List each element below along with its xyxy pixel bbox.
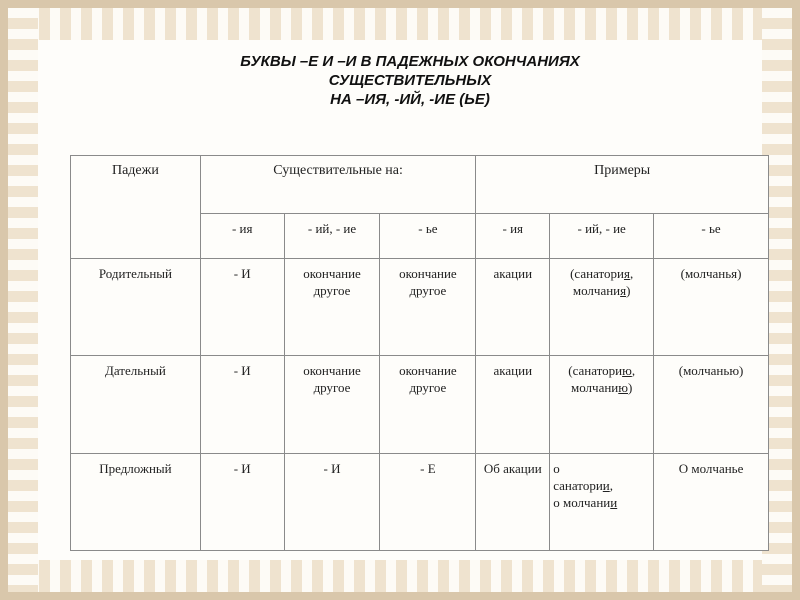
example-word-stem: молчани	[571, 380, 619, 396]
example-iy-ie-cell	[550, 356, 654, 453]
ending-iya-cell: - И	[200, 259, 284, 356]
table-header-row	[71, 156, 769, 214]
example-punctuation: ,	[631, 363, 636, 379]
example-ye-cell: (молчанью)	[654, 356, 769, 453]
example-word-ending: я	[620, 283, 627, 299]
case-label: Дательный	[71, 356, 201, 453]
example-word-ending: я	[623, 266, 630, 282]
case-label: Родительный	[71, 259, 201, 356]
example-word-stem: (санатори	[570, 266, 624, 282]
example-preposition: о	[553, 460, 560, 476]
example-word-stem: молчани	[572, 283, 621, 299]
subheader-ending-iya: - ия	[200, 214, 284, 259]
subheader-example-iy-ie: - ий, - ие	[550, 214, 654, 259]
endings-table	[70, 155, 769, 551]
ending-iya-cell: - И	[200, 453, 284, 550]
example-word-ending: и	[610, 494, 618, 510]
title-line-1: БУКВЫ –Е И –И В ПАДЕЖНЫХ ОКОНЧАНИЯХ	[240, 53, 580, 70]
ending-ye-cell: окончание другое	[380, 356, 476, 453]
example-iya-cell: Об акации	[476, 453, 550, 550]
table-row-prepositional	[71, 453, 769, 550]
paper-perforation-top	[8, 8, 792, 40]
subheader-ending-iy-ie: - ий, - ие	[284, 214, 380, 259]
table-row-dative	[71, 356, 769, 453]
title-line-3: НА –ИЯ, -ИЙ, -ИЕ (ЬЕ)	[330, 91, 490, 108]
example-ye-cell: (молчанья)	[654, 259, 769, 356]
example-word-stem: о молчани	[553, 494, 611, 510]
header-examples: Примеры	[476, 156, 769, 214]
subheader-example-ye: - ье	[654, 214, 769, 259]
ending-iy-ie-cell: - И	[284, 453, 380, 550]
header-cases: Падежи	[71, 156, 201, 259]
example-punctuation: ,	[609, 477, 613, 493]
example-word-ending: ю	[618, 380, 628, 396]
example-ye-cell: О молчанье	[654, 453, 769, 550]
ending-iy-ie-cell: окончание другое	[284, 356, 380, 453]
example-iya-cell: акации	[476, 356, 550, 453]
subheader-ending-ye: - ье	[380, 214, 476, 259]
title-line-2: СУЩЕСТВИТЕЛЬНЫХ	[328, 72, 492, 89]
example-word-ending: и	[602, 477, 610, 493]
example-punctuation: ,	[629, 266, 634, 282]
ending-iya-cell: - И	[200, 356, 284, 453]
example-word-ending: ю	[622, 363, 632, 379]
example-iy-ie-cell	[550, 259, 654, 356]
paper-perforation-left	[8, 8, 38, 592]
table-row-genitive	[71, 259, 769, 356]
case-label: Предложный	[71, 453, 201, 550]
subheader-example-iya: - ия	[476, 214, 550, 259]
example-punctuation: )	[626, 283, 631, 299]
slide-title	[150, 52, 670, 109]
paper-perforation-bottom	[8, 560, 792, 592]
example-iy-ie-cell	[550, 453, 654, 550]
example-word-stem: санатори	[553, 477, 603, 493]
example-iya-cell: акации	[476, 259, 550, 356]
ending-iy-ie-cell: окончание другое	[284, 259, 380, 356]
header-nouns: Существительные на:	[200, 156, 476, 214]
example-word-stem: (санатори	[568, 363, 623, 379]
ending-ye-cell: - Е	[380, 453, 476, 550]
example-punctuation: )	[627, 380, 633, 396]
ending-ye-cell: окончание другое	[380, 259, 476, 356]
